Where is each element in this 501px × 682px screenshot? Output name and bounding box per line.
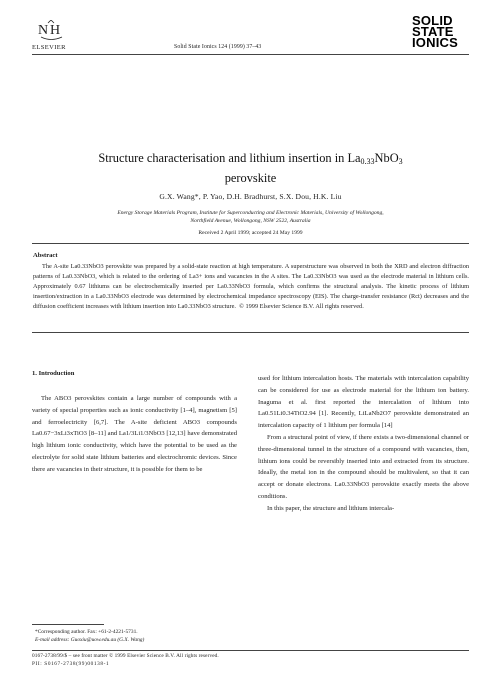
journal-citation: Solid State Ionics 124 (1999) 37–43 <box>174 44 262 50</box>
paragraph: In this paper, the structure and lithium intercala- <box>267 504 395 512</box>
title-text: Structure characterisation and lithium insertion in La <box>98 151 361 165</box>
title-subscript: 3 <box>398 157 403 166</box>
journal-logo-word: SOLID <box>412 13 453 28</box>
abstract-divider <box>32 332 469 333</box>
abstract-copyright: © 1999 Elsevier Science B.V. All rights reserved. <box>239 302 364 310</box>
journal-logo-word: STATE <box>412 24 454 39</box>
section-heading: 1. Introduction <box>32 370 75 377</box>
svg-text:H: H <box>50 23 61 38</box>
title-text: NbO <box>374 151 399 165</box>
journal-logo <box>412 15 470 48</box>
abstract-heading: Abstract <box>33 252 58 259</box>
abstract-text: The A-site La0.33NbO3 perovskite was prepared by a solid-state reaction at high temperature. A superstructure was observed in both the XRD and electron diffraction patterns of La0.33NbO3, which is related to the ordering of La3+ ions and vacancies in the A sites. The La0.33NbO3 was used as the electrode material in lithium cells. Approximately 0.67 lithiums can be electrochemically inserted per La0.33NbO3 formula, which confirms the structural analysis. The kinetic process of lithium insertion/extraction in a La0.33NbO3 electrode was determined by electrochemical impedance spectroscopy (EIS). The charge-transfer resistance (Rct) decreases and the diffusion coefficient increases with lithium insertion into La0.33NbO3 structure. <box>33 263 469 310</box>
email-address: Guoxiu@uow.edu.au (G.X. Wang) <box>70 637 145 643</box>
affiliation <box>50 209 451 225</box>
issn-line: 0167-2738/99/$ – see front matter © 1999 Elsevier Science B.V. All rights reserved. <box>32 653 219 659</box>
corresponding-author-note: *Corresponding author. Fax: +61-2-4221-5731. <box>35 629 138 635</box>
title-divider <box>32 243 469 244</box>
author-list: G.X. Wang*, P. Yao, D.H. Bradhurst, S.X. Dou, H.K. Liu <box>159 192 342 201</box>
email-note <box>32 636 242 644</box>
svg-text:N: N <box>38 23 49 38</box>
abstract-body <box>33 262 469 312</box>
publisher-logo-icon <box>36 20 66 42</box>
affiliation-line: Northfield Avenue, Wollongong, NSW 2522, Australia <box>190 218 311 224</box>
header-divider <box>32 54 469 55</box>
left-column <box>32 393 237 476</box>
right-column <box>258 373 469 515</box>
publisher-name: ELSEVIER <box>32 44 66 51</box>
paragraph: The ABO3 perovskites contain a large number of compounds with a variety of special properties such as ionic conductivity [1–4], magnetism [5] and ferroelectricity [6,7]. The A-site deficient ABO3 compounds La0.67−3xLi3xTiO3 [8–11] and La1/3Li1/3NbO3 [12,13] have demonstrated high lithium ionic conductivity, which have the potential to be used as the electrolyte for solid state lithium batteries and electrochromic devices. Since there are vacancies in their structure, it is possible for them to be <box>32 395 237 473</box>
paragraph: From a structural point of view, if there exists a two-dimensional channel or three-dimensional tunnel in the structure of a compound with vacancies, then, lithium ions could be reversibly inserted into and extracted from its structure. Ideally, the metal ion in the compound should be multivalent, so that it can accept or donate electrons. La0.33NbO3 perovskite exactly meets the above conditions. <box>258 433 469 500</box>
pii-line: PII: S0167-2738(99)00138-1 <box>32 661 110 667</box>
title-text: perovskite <box>224 171 277 185</box>
received-dates: Received 2 April 1999; accepted 24 May 1999 <box>198 230 303 236</box>
footnote-divider <box>32 624 104 625</box>
paragraph: used for lithium intercalation hosts. The materials with intercalation capability can be considered for use as electrode material for the lithium ion battery. Inaguma et al. first reported the intercalation of lithium into La0.51Li0.34TiO2.94 [1]. Recently, LiLaNb2O7 perovskite demonstrated an intercalation capacity of 1 lithium per formula [14] <box>258 375 469 430</box>
article-title <box>32 150 469 187</box>
title-subscript: 0.33 <box>360 157 375 166</box>
footer-divider <box>32 650 469 651</box>
journal-logo-word: IONICS <box>412 35 458 50</box>
email-label: E-mail address: <box>35 637 70 643</box>
affiliation-line: Energy Storage Materials Program, Institute for Superconducting and Electronic Materials, University of Wollongong, <box>117 210 384 216</box>
